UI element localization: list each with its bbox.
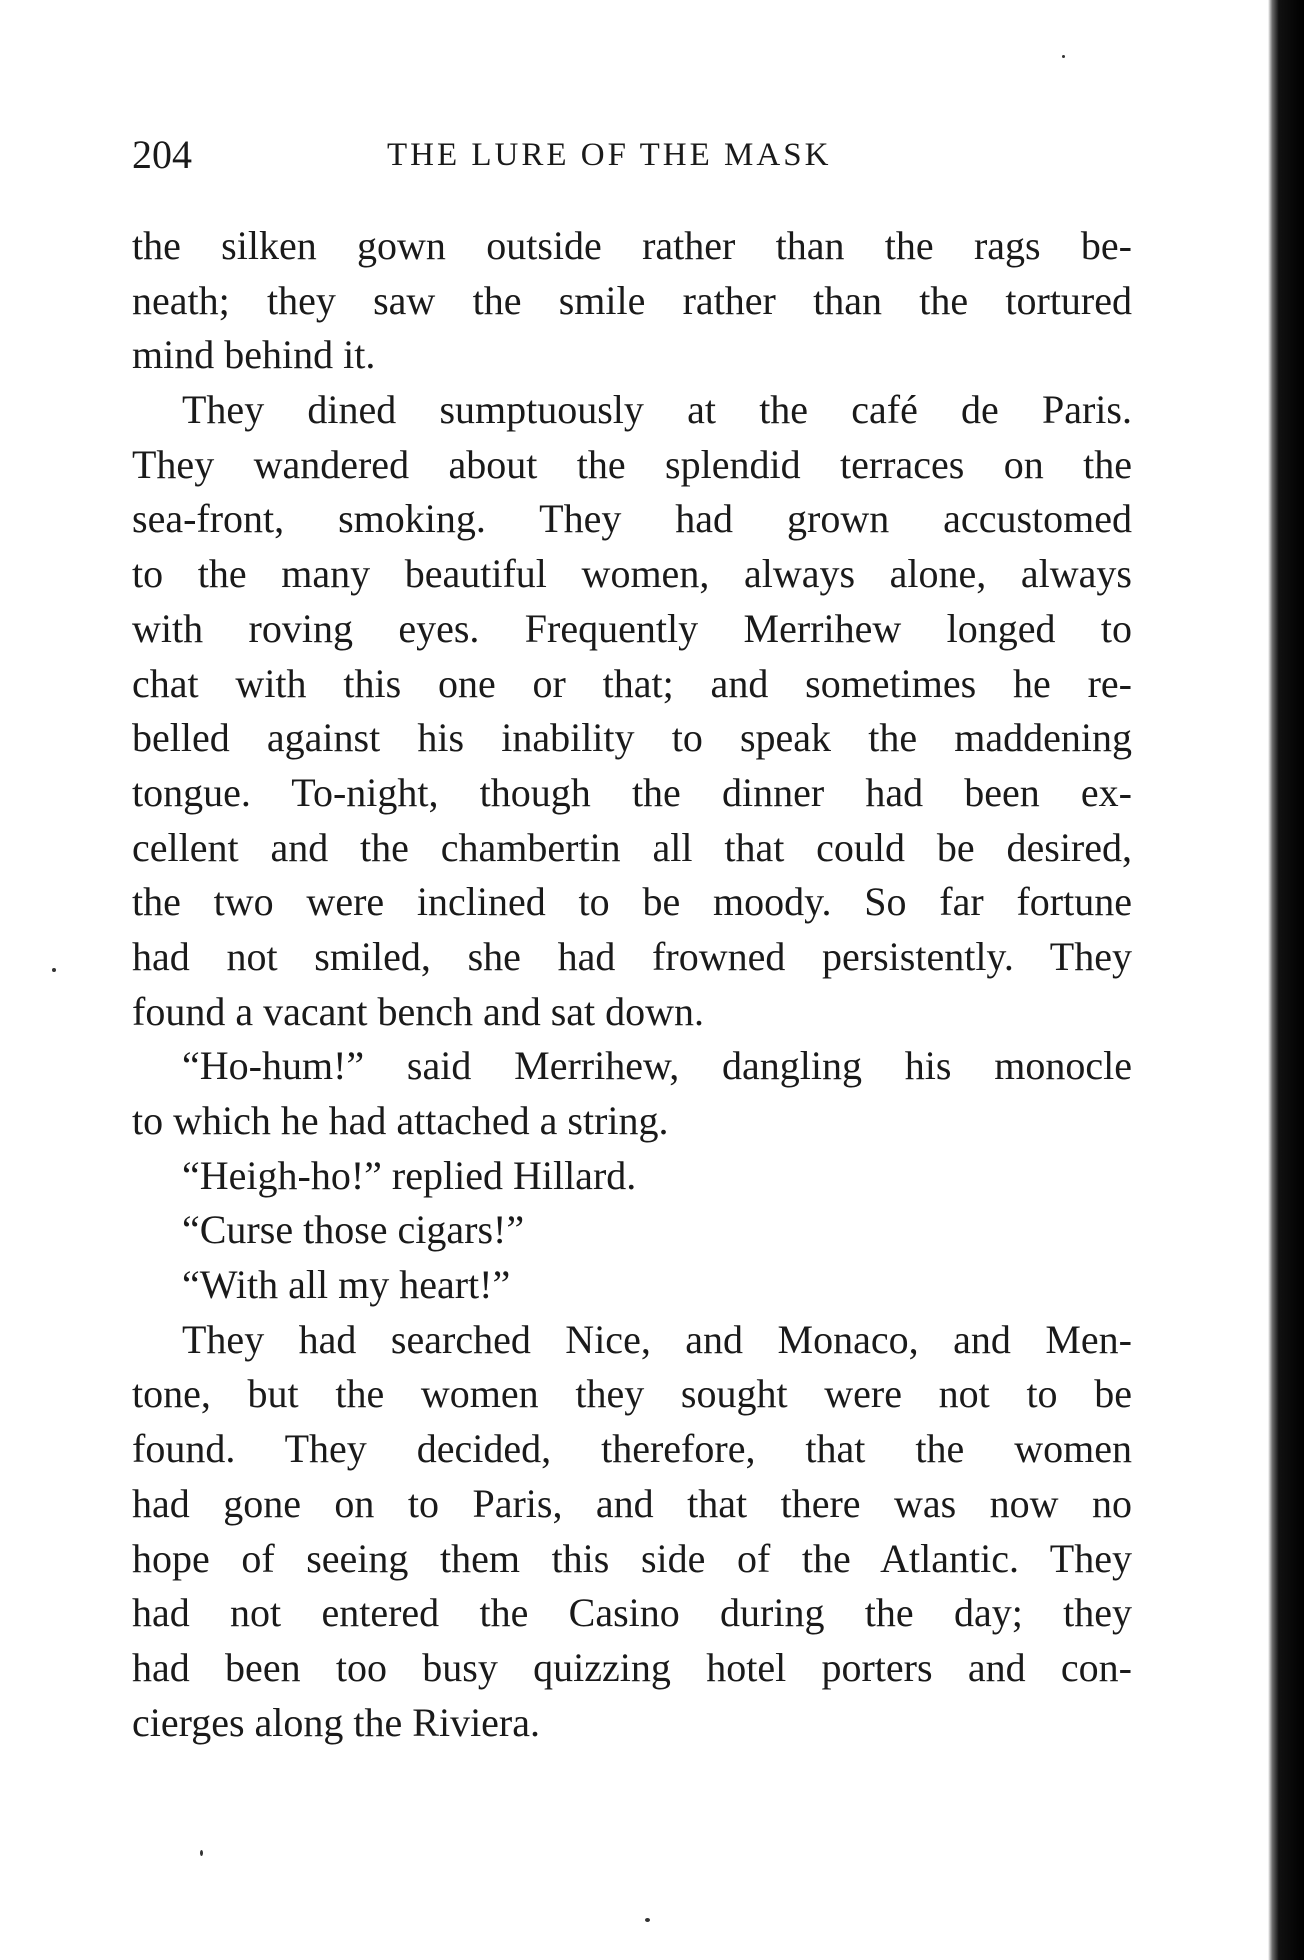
text-line: They dined sumptuously at the café de Paris. <box>182 387 1132 433</box>
page-header <box>132 130 1132 180</box>
text-line: cellent and the chambertin all that could be desired, <box>132 824 1132 870</box>
text-line: found. They decided, therefore, that the women <box>132 1426 1132 1472</box>
text-line: had not entered the Casino during the day; they <box>132 1590 1132 1636</box>
text-line: cierges along the Riviera. <box>132 1699 541 1745</box>
text-line: with roving eyes. Frequently Merrihew longed to <box>132 605 1132 651</box>
text-line: “Heigh-ho!” replied Hillard. <box>182 1152 637 1198</box>
paper-speck <box>1062 55 1065 58</box>
text-line: “Curse those cigars!” <box>182 1207 525 1253</box>
text-line: sea-front, smoking. They had grown accustomed <box>132 496 1132 542</box>
paper-speck <box>52 968 56 972</box>
text-line: tongue. To-night, though the dinner had been ex- <box>132 769 1132 815</box>
text-line: They had searched Nice, and Monaco, and Men- <box>182 1316 1132 1362</box>
body-text <box>132 219 1132 1750</box>
paper-speck <box>200 1850 203 1856</box>
text-line: They wandered about the splendid terraces on the <box>132 441 1132 487</box>
text-line: “With all my heart!” <box>182 1262 511 1308</box>
running-title: THE LURE OF THE MASK <box>387 137 832 173</box>
text-line: belled against his inability to speak the maddening <box>132 715 1132 761</box>
text-line: had gone on to Paris, and that there was now no <box>132 1480 1132 1526</box>
page-binding-edge <box>1268 0 1304 1960</box>
text-line: to which he had attached a string. <box>132 1098 669 1143</box>
paper-speck <box>645 1918 650 1922</box>
text-line: had been too busy quizzing hotel porters and con- <box>132 1644 1132 1690</box>
text-line: hope of seeing them this side of the Atlantic. They <box>132 1535 1132 1581</box>
text-line: chat with this one or that; and sometimes he re- <box>132 660 1132 706</box>
text-line: the silken gown outside rather than the rags be- <box>132 223 1132 268</box>
text-line: the two were inclined to be moody. So far fortune <box>132 879 1132 925</box>
text-line: to the many beautiful women, always alone, always <box>132 551 1132 597</box>
text-line: neath; they saw the smile rather than the tortured <box>132 277 1132 323</box>
text-line: tone, but the women they sought were not to be <box>132 1371 1132 1417</box>
text-line: “Ho-hum!” said Merrihew, dangling his monocle <box>182 1043 1132 1089</box>
text-line: had not smiled, she had frowned persistently. They <box>132 933 1132 979</box>
text-line: mind behind it. <box>132 332 376 378</box>
page-number: 204 <box>132 132 192 177</box>
text-line: found a vacant bench and sat down. <box>132 988 705 1034</box>
